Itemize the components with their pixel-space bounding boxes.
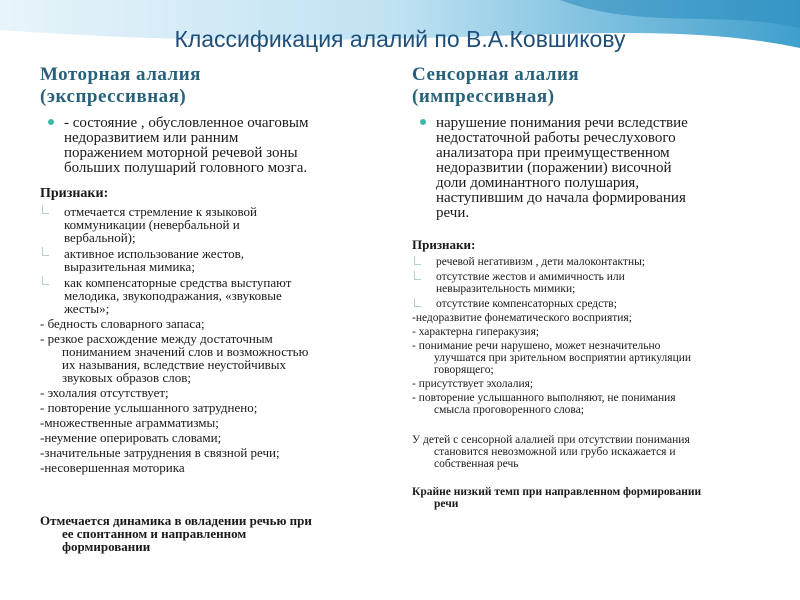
motor-alalia-heading: Моторная алалия (экспрессивная) bbox=[40, 64, 201, 107]
list-item: отсутствие компенсаторных средств; bbox=[412, 298, 762, 310]
motor-footer-note: Отмечается динамика в овладении речью при ее спонтанном и направленном формировании bbox=[40, 513, 312, 554]
sensory-signs-label: Признаки: bbox=[412, 237, 476, 252]
list-item: -несовершенная моторика bbox=[40, 460, 185, 475]
motor-signs-label: Признаки: bbox=[40, 186, 109, 201]
sub-bullet-icon bbox=[414, 256, 421, 265]
list-item: как компенсаторные средства выступают мелодика, звукоподражания, «звуковые жесты»; bbox=[40, 276, 390, 315]
list-item: -значительные затруднения в связной речи; bbox=[40, 445, 280, 460]
list-item: - эхолалия отсутствует; bbox=[40, 385, 169, 400]
list-item: -множественные аграмматизмы; bbox=[40, 415, 219, 430]
sensory-alalia-column bbox=[412, 64, 762, 510]
list-item: -недоразвитие фонематического восприятия; bbox=[412, 312, 632, 324]
list-item: отмечается стремление к языковой коммуникации (невербальной и вербальной); bbox=[40, 205, 390, 244]
list-item: звуковых образов слов; bbox=[62, 370, 191, 385]
list-item: активное использование жестов, выразительная мимика; bbox=[40, 247, 390, 273]
list-item: -неумение оперировать словами; bbox=[40, 430, 222, 445]
list-item: смысла проговоренного слова; bbox=[434, 404, 585, 416]
list-item: их называния, вследствие неустойчивых bbox=[62, 357, 287, 372]
sensory-note: У детей с сенсорной алалией при отсутствии понимания становится невозможной или грубо искажается и собственная речь bbox=[412, 434, 690, 470]
sub-bullet-icon bbox=[414, 271, 421, 280]
list-item: - повторение услышанного затруднено; bbox=[40, 400, 258, 415]
list-item: - характерна гиперакузия; bbox=[412, 326, 540, 338]
list-item: улучшатся при зрительном восприятии артикуляции bbox=[434, 352, 692, 364]
motor-alalia-definition: - состояние , обусловленное очаговым недоразвитием или ранним поражением моторной речевой зоны больших полушарий головного мозга. bbox=[40, 116, 390, 176]
sub-bullet-icon bbox=[42, 247, 49, 256]
page-title: Классификация алалий по В.А.Ковшикову bbox=[174, 26, 626, 52]
bullet-icon bbox=[420, 119, 426, 125]
sub-bullet-icon bbox=[42, 205, 49, 214]
list-item: - бедность словарного запаса; bbox=[40, 316, 205, 331]
sub-bullet-icon bbox=[42, 276, 49, 285]
list-item: - повторение услышанного выполняют, не понимания bbox=[412, 392, 676, 404]
list-item: отсутствие жестов и амимичность или невыразительность мимики; bbox=[412, 271, 762, 295]
list-item: - присутствует эхолалия; bbox=[412, 378, 534, 390]
list-item: пониманием значений слов и возможностью bbox=[62, 344, 309, 359]
motor-alalia-column bbox=[40, 64, 390, 553]
sub-bullet-icon bbox=[414, 298, 421, 307]
list-item: речевой негативизм , дети малоконтактны; bbox=[412, 256, 762, 268]
bullet-icon bbox=[48, 119, 54, 125]
sensory-alalia-definition: нарушение понимания речи вследствие недостаточной работы речеслухового анализатора при преимущественном недоразвитии (поражении) височной доли доминантного полушария, наступившим до начала формирования речи. bbox=[412, 116, 762, 221]
list-item: - понимание речи нарушено, может незначительно bbox=[412, 340, 661, 352]
sensory-alalia-heading: Сенсорная алалия (импрессивная) bbox=[412, 64, 580, 107]
list-item: - резкое расхождение между достаточным bbox=[40, 331, 273, 346]
sensory-footer-note: Крайне низкий темп при направленном формировании речи bbox=[412, 486, 702, 510]
list-item: говорящего; bbox=[434, 364, 494, 376]
